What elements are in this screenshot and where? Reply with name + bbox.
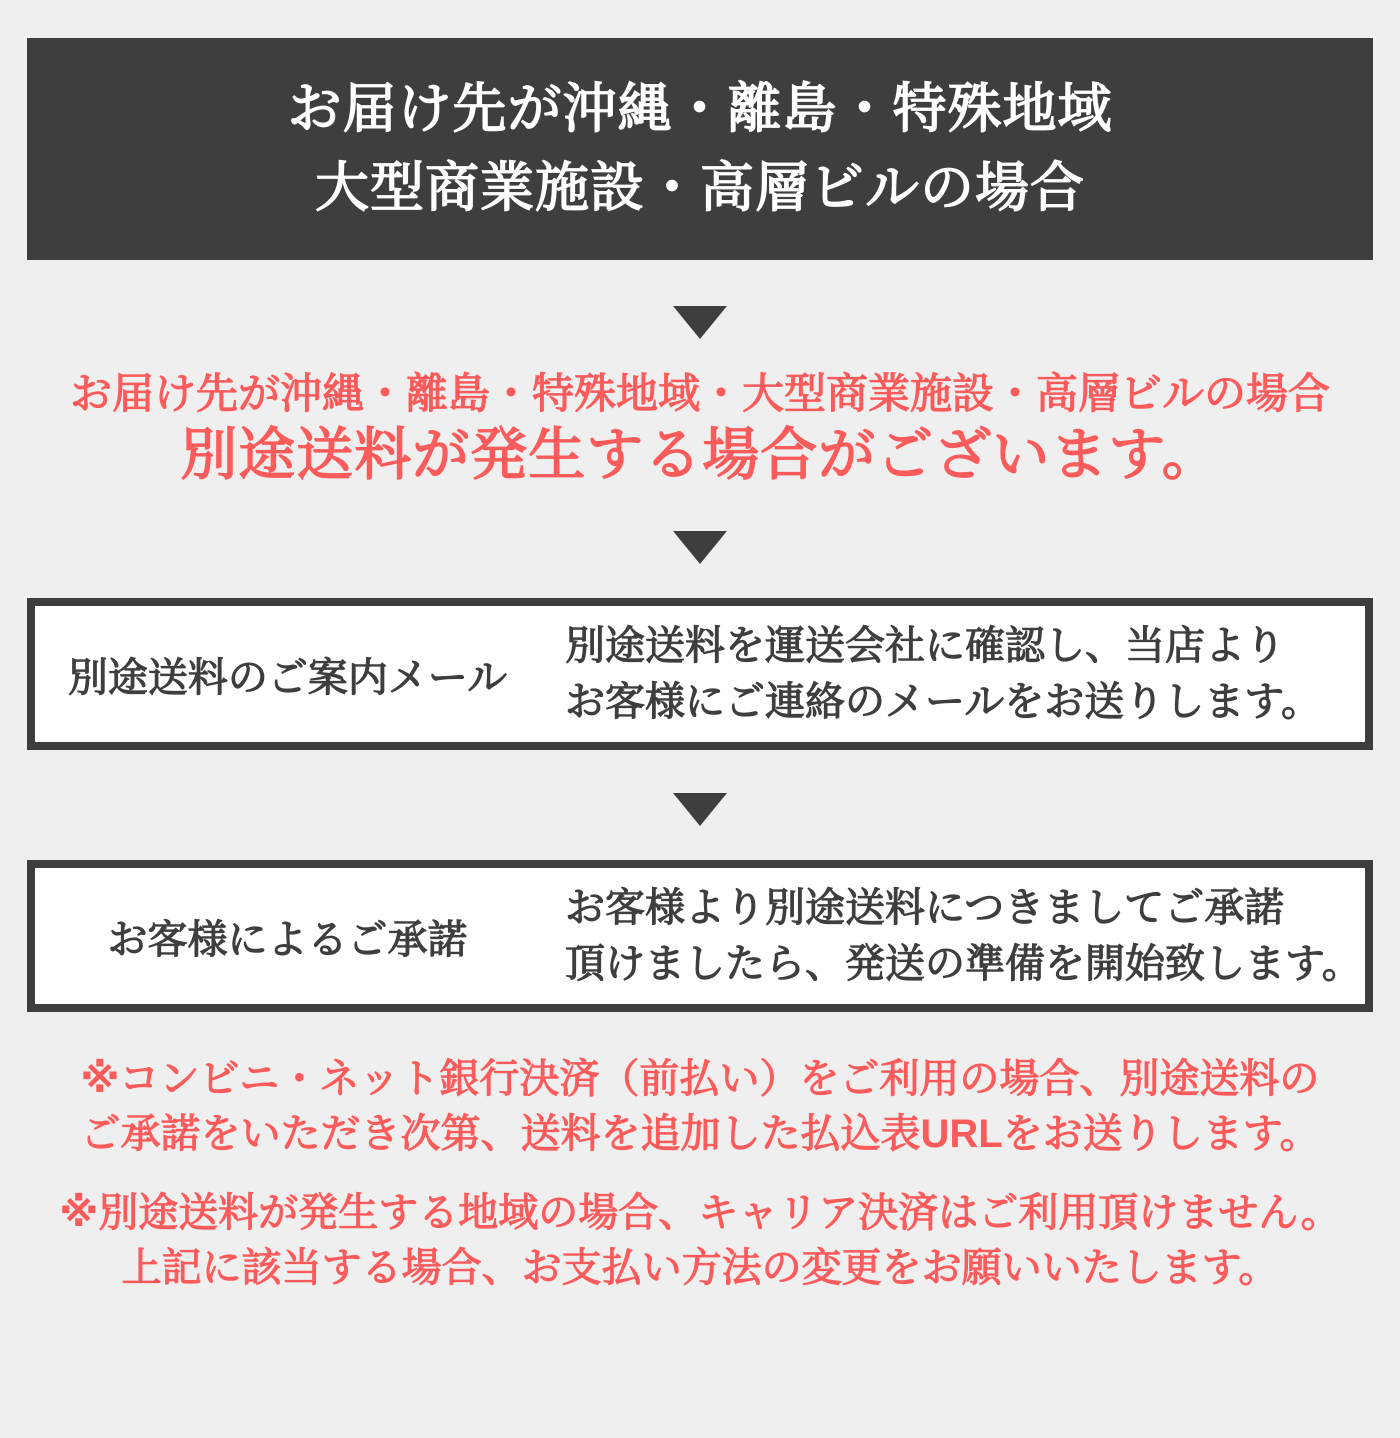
header-banner — [27, 38, 1373, 260]
footnotes — [0, 1052, 1400, 1296]
down-arrow-icon — [673, 306, 727, 339]
footnote-line1: ※コンビニ・ネット銀行決済（前払い）をご利用の場合、別途送料の — [80, 1057, 1320, 1101]
step-label: 別途送料のご案内メール — [67, 655, 508, 700]
step-box-shipping-mail — [27, 598, 1373, 750]
down-arrow-icon — [673, 793, 727, 826]
step-description — [540, 618, 1321, 730]
lead-text — [0, 367, 1400, 489]
step-label: お客様によるご承諾 — [107, 917, 468, 962]
footnote-line1: ※別途送料が発生する地域の場合、キャリア決済はご利用頂けません。 — [59, 1191, 1341, 1235]
step-description-line2: お客様にご連絡のメールをお送りします。 — [565, 680, 1321, 724]
lead-emphasis-line: 別途送料が発生する場合がございます。 — [180, 423, 1220, 487]
footnote-line2: ご承諾をいただき次第、送料を追加した払込表URLをお送りします。 — [80, 1112, 1320, 1156]
step-description-line1: 別途送料を運送会社に確認し、当店より — [565, 624, 1285, 668]
footnote-line2: 上記に該当する場合、お支払い方法の変更をお願いいたします。 — [121, 1246, 1279, 1290]
footnote-carrier-payment — [0, 1186, 1400, 1296]
header-title-line1: お届け先が沖縄・離島・特殊地域 — [287, 79, 1113, 139]
lead-condition-line: お届け先が沖縄・離島・特殊地域・大型商業施設・高層ビルの場合 — [69, 370, 1330, 417]
footnote-payment-prepaid — [0, 1052, 1400, 1162]
step-description-line1: お客様より別途送料につきましてご承諾 — [565, 886, 1285, 930]
step-box-customer-approval — [27, 860, 1373, 1012]
step-description — [540, 880, 1362, 992]
down-arrow-icon — [673, 531, 727, 564]
step-description-line2: 頂けましたら、発送の準備を開始致します。 — [565, 942, 1362, 986]
shipping-notice-page — [0, 38, 1400, 1438]
header-title-line2: 大型商業施設・高層ビルの場合 — [315, 158, 1085, 218]
